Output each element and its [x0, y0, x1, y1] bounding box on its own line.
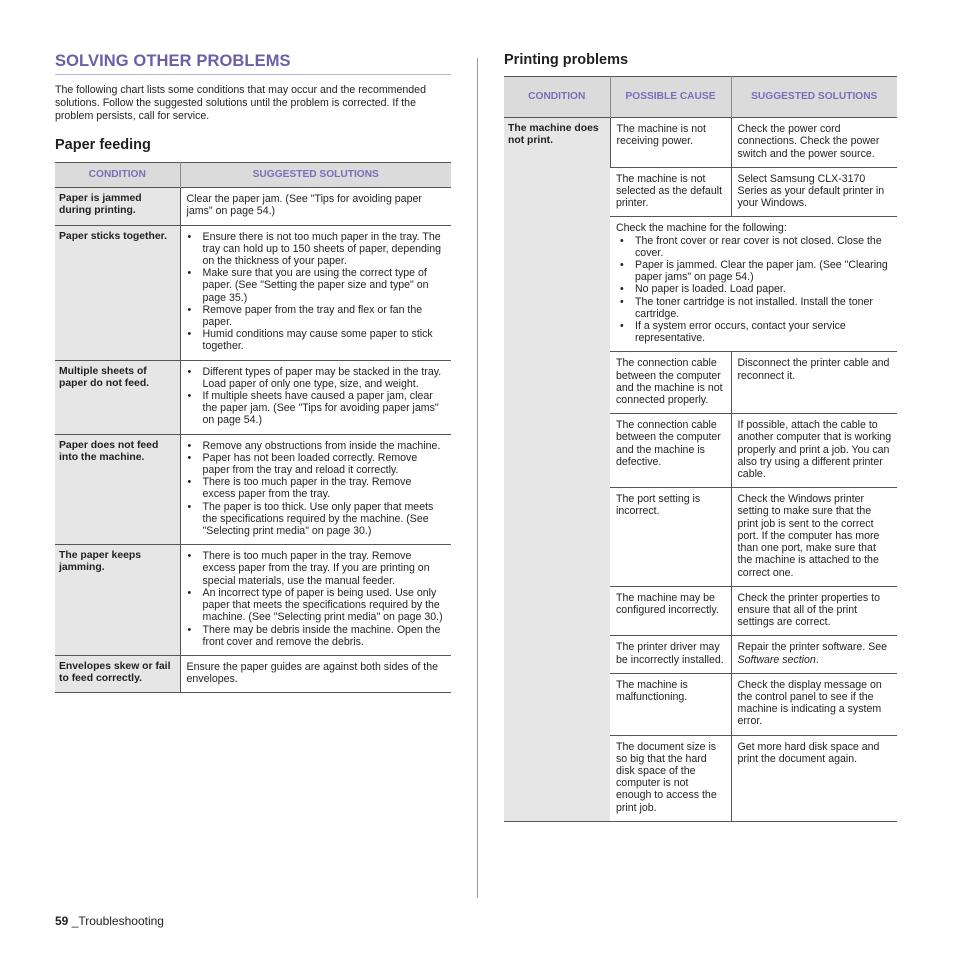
- cause-cell: The machine is not receiving power.: [610, 118, 731, 168]
- table-row: [55, 655, 451, 692]
- cause-cell: The machine may be configured incorrectly.: [610, 586, 731, 636]
- table-row: [55, 188, 451, 225]
- solution-cell: If possible, attach the cable to another computer that is working properly and print a job. You can also try using a different printer cable.: [731, 414, 897, 488]
- column-divider: [477, 58, 478, 898]
- table-row: [55, 434, 451, 545]
- list-item: • If multiple sheets have caused a paper jam, clear the paper jam. (See "Tips for avoiding paper jams" on page 54.): [187, 390, 448, 427]
- printing-problems-heading: Printing problems: [504, 52, 629, 68]
- solution-list: [187, 440, 448, 538]
- solution-cell: [180, 225, 451, 360]
- list-item: • The front cover or rear cover is not closed. Close the cover.: [616, 235, 893, 259]
- table-header-row: [55, 163, 451, 188]
- cause-cell: The connection cable between the computer and the machine is not connected properly.: [610, 352, 731, 414]
- condition-cell: Paper is jammed during printing.: [55, 188, 180, 225]
- col-header-cause: POSSIBLE CAUSE: [610, 77, 731, 118]
- solution-cell: Check the Windows printer setting to make sure that the print job is sent to the correct port. If the computer has more than one port, make sure that the machine is attached to the correct one.: [731, 488, 897, 586]
- condition-cell: Paper does not feed into the machine.: [55, 434, 180, 545]
- col-header-condition: CONDITION: [504, 77, 610, 118]
- check-intro: Check the machine for the following:: [616, 222, 787, 235]
- solution-cell: Disconnect the printer cable and reconnect it.: [731, 352, 897, 414]
- condition-cell: Multiple sheets of paper do not feed.: [55, 360, 180, 434]
- condition-cell: The machine does not print.: [504, 118, 610, 822]
- solution-cell: Check the power cord connections. Check the power switch and the power source.: [731, 118, 897, 168]
- table-row: [55, 225, 451, 360]
- list-item: • There may be debris inside the machine. Open the front cover and remove the debris.: [187, 624, 448, 648]
- col-header-solutions: SUGGESTED SOLUTIONS: [731, 77, 897, 118]
- solution-cell: [180, 434, 451, 545]
- paper-feeding-heading: Paper feeding: [55, 137, 151, 153]
- list-item: • The paper is too thick. Use only paper that meets the specifications required by the machine. (See "Selecting print media" on page 30.): [187, 501, 448, 538]
- list-item: • There is too much paper in the tray. Remove excess paper from the tray. If you are printing on special materials, use the manual feeder.: [187, 550, 448, 587]
- list-item: • Ensure there is not too much paper in the tray. The tray can hold up to 150 sheets of paper, depending on the thickness of your paper.: [187, 231, 448, 268]
- cause-cell: The port setting is incorrect.: [610, 488, 731, 586]
- list-item: • There is too much paper in the tray. Remove excess paper from the tray.: [187, 476, 448, 500]
- solution-text-end: .: [815, 653, 819, 666]
- solution-cell: Ensure the paper guides are against both sides of the envelopes.: [180, 655, 451, 692]
- cause-cell: The connection cable between the computer and the machine is defective.: [610, 414, 731, 488]
- cause-cell: The machine is malfunctioning.: [610, 673, 731, 735]
- page-title: SOLVING OTHER PROBLEMS: [55, 52, 451, 75]
- solution-list: [187, 550, 448, 648]
- list-item: • Remove any obstructions from inside the machine.: [187, 440, 448, 452]
- page-footer: [55, 914, 164, 928]
- solution-cell: Clear the paper jam. (See "Tips for avoiding paper jams" on page 54.): [180, 188, 451, 225]
- list-item: • If a system error occurs, contact your service representative.: [616, 320, 893, 344]
- list-item: • Paper is jammed. Clear the paper jam. (See "Clearing paper jams" on page 54.): [616, 259, 893, 283]
- condition-cell: The paper keeps jamming.: [55, 545, 180, 656]
- right-column: [504, 52, 897, 822]
- cause-cell: The machine is not selected as the default printer.: [610, 167, 731, 217]
- cause-cell: The printer driver may be incorrectly installed.: [610, 636, 731, 673]
- printing-problems-table: [504, 76, 897, 822]
- table-header-row: [504, 77, 897, 118]
- condition-cell: Envelopes skew or fail to feed correctly.: [55, 655, 180, 692]
- software-section-ref: Software section: [737, 653, 816, 666]
- check-list-cell: [610, 217, 897, 352]
- solution-cell: [180, 545, 451, 656]
- col-header-condition: CONDITION: [55, 163, 180, 188]
- solution-list: [187, 231, 448, 353]
- list-item: • Paper has not been loaded correctly. Remove paper from the tray and reload it correctly.: [187, 452, 448, 476]
- list-item: • Humid conditions may cause some paper to stick together.: [187, 328, 448, 352]
- solution-cell: [731, 636, 897, 673]
- footer-section: _Troubleshooting: [68, 914, 164, 928]
- list-item: • No paper is loaded. Load paper.: [616, 283, 893, 295]
- solution-cell: Check the printer properties to ensure that all of the print settings are correct.: [731, 586, 897, 636]
- list-item: • The toner cartridge is not installed. Install the toner cartridge.: [616, 296, 893, 320]
- cause-cell: The document size is so big that the hard disk space of the computer is not enough to access the print job.: [610, 735, 731, 821]
- solution-text: Repair the printer software. See: [737, 641, 888, 654]
- solution-cell: Get more hard disk space and print the document again.: [731, 735, 897, 821]
- table-row: [504, 118, 897, 168]
- solution-list: [187, 366, 448, 427]
- page-number: 59: [55, 914, 69, 928]
- condition-cell: Paper sticks together.: [55, 225, 180, 360]
- check-list: [616, 235, 893, 345]
- solution-cell: Check the display message on the control panel to see if the machine is indicating a system error.: [731, 673, 897, 735]
- list-item: • Different types of paper may be stacked in the tray. Load paper of only one type, size, and weight.: [187, 366, 448, 390]
- paper-feeding-table: [55, 162, 451, 693]
- solution-cell: Select Samsung CLX-3170 Series as your default printer in your Windows.: [731, 167, 897, 217]
- table-row: [55, 360, 451, 434]
- left-column: [55, 52, 451, 693]
- table-row: [55, 545, 451, 656]
- col-header-solutions: SUGGESTED SOLUTIONS: [180, 163, 451, 188]
- list-item: • Make sure that you are using the correct type of paper. (See "Setting the paper size and type" on page 35.): [187, 267, 448, 304]
- intro-paragraph: The following chart lists some conditions that may occur and the recommended solutions. Follow the suggested solutions until the problem is corrected. If the problem persists, call for service.: [55, 84, 426, 122]
- list-item: • An incorrect type of paper is being used. Use only paper that meets the specifications required by the machine. (See "Selecting print media" on page 30.): [187, 587, 448, 624]
- list-item: • Remove paper from the tray and flex or fan the paper.: [187, 304, 448, 328]
- solution-cell: [180, 360, 451, 434]
